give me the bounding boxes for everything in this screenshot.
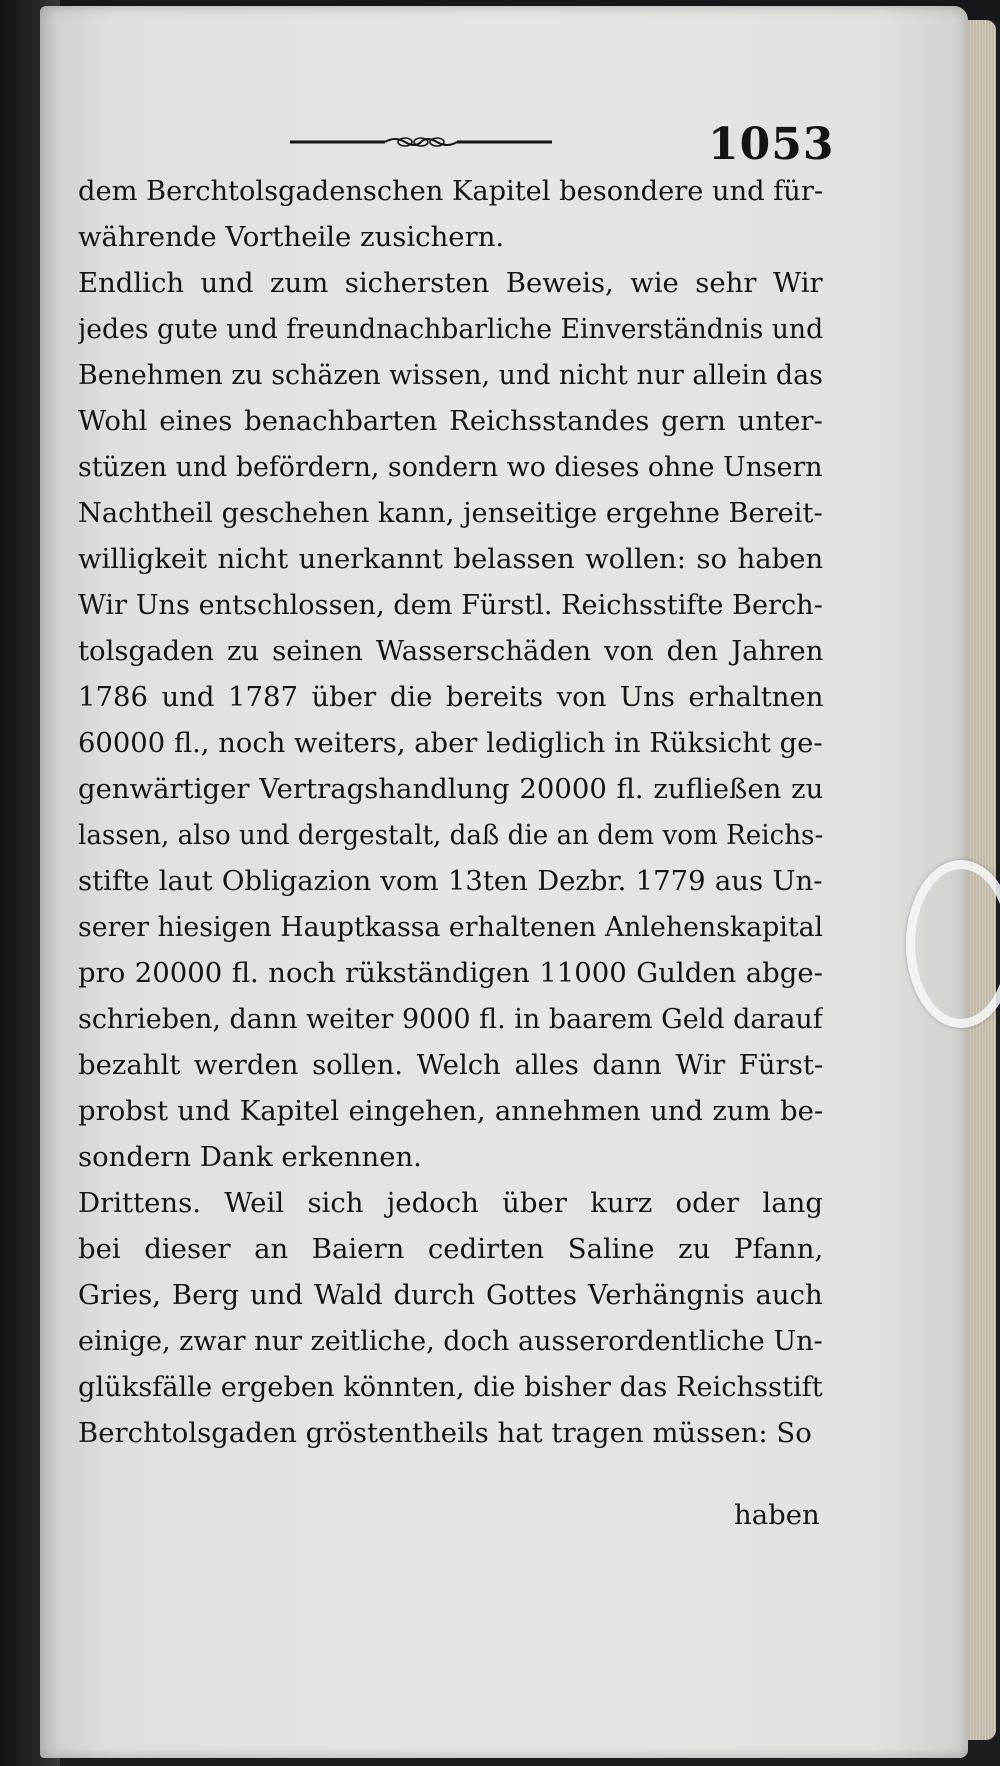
text-line-28: Berchtolsgaden gröstentheils hat tragen müssen: So — [78, 1417, 812, 1449]
text-line-20: bezahlt werden sollen. Welch alles dann Wir Fürst- — [78, 1049, 823, 1081]
text-line-16: stifte laut Obligazion vom 13ten Dezbr. 1779 aus Un- — [78, 865, 823, 897]
text-line-7: stüzen und befördern, sondern wo dieses ohne Unsern — [78, 451, 823, 483]
text-line-10: Wir Uns entschlossen, dem Fürstl. Reichsstifte Berch- — [78, 589, 823, 621]
text-line-5: Benehmen zu schäzen wissen, und nicht nur allein das — [78, 359, 823, 391]
text-line-11: tolsgaden zu seinen Wasserschäden von den Jahren — [78, 635, 823, 667]
page-number: 1053 — [708, 119, 835, 170]
text-line-21: probst und Kapitel eingehen, annehmen und zum be- — [78, 1095, 823, 1127]
text-line-3: Endlich und zum sichersten Beweis, wie sehr Wir — [78, 267, 823, 299]
text-line-27: glüksfälle ergeben könnten, die bisher das Reichsstift — [78, 1371, 823, 1403]
body-text — [78, 168, 823, 1548]
text-line-24: bei dieser an Baiern cedirten Saline zu Pfann, — [78, 1233, 823, 1265]
header-ornament-rule — [290, 134, 552, 150]
text-line-14: genwärtiger Vertragshandlung 20000 fl. zufließen zu — [78, 773, 823, 805]
text-line-26: einige, zwar nur zeitliche, doch ausserordentliche Un- — [78, 1325, 823, 1357]
catchword: haben — [734, 1499, 820, 1531]
text-line-1: dem Berchtolsgadenschen Kapitel besondere und für- — [78, 175, 823, 207]
text-line-19: schrieben, dann weiter 9000 fl. in baarem Geld darauf — [78, 1003, 823, 1035]
text-line-9: willigkeit nicht unerkannt belassen wollen: so haben — [78, 543, 823, 575]
text-line-22: sondern Dank erkennen. — [78, 1141, 422, 1173]
text-line-2: währende Vortheile zusichern. — [78, 221, 505, 253]
text-line-6: Wohl eines benachbarten Reichsstandes gern unter- — [78, 405, 823, 437]
text-line-12: 1786 und 1787 über die bereits von Uns erhaltnen — [78, 681, 823, 713]
text-line-8: Nachtheil geschehen kann, jenseitige ergehne Bereit- — [78, 497, 823, 529]
text-line-15: lassen, also und dergestalt, daß die an dem vom Reichs- — [78, 819, 823, 851]
text-line-25: Gries, Berg und Wald durch Gottes Verhängnis auch — [78, 1279, 823, 1311]
text-line-17: serer hiesigen Hauptkassa erhaltenen Anlehenskapital — [78, 911, 823, 943]
text-line-4: jedes gute und freundnachbarliche Einverständnis und — [78, 313, 823, 345]
text-line-13: 60000 fl., noch weiters, aber lediglich in Rüksicht ge- — [78, 727, 823, 759]
text-line-18: pro 20000 fl. noch rükständigen 11000 Gulden abge- — [78, 957, 823, 989]
text-line-23: Drittens. Weil sich jedoch über kurz oder lang — [78, 1187, 823, 1219]
